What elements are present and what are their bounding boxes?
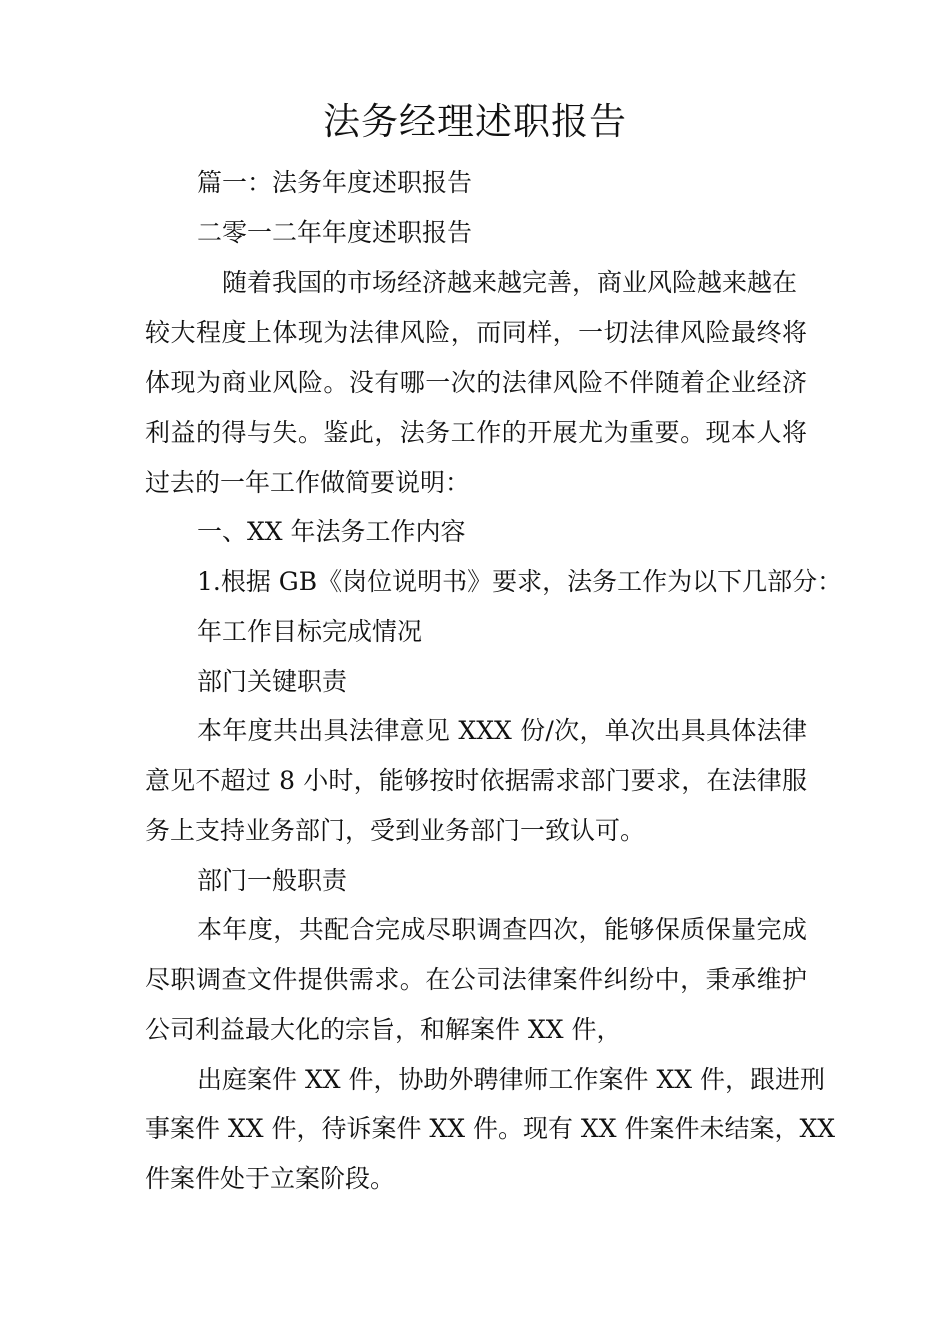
paragraph-line: 利益的得与失。鉴此，法务工作的开展尤为重要。现本人将 xyxy=(145,418,807,447)
paragraph-line: 过去的一年工作做简要说明： xyxy=(145,468,471,497)
report-subtitle: 二零一二年年度述职报告 xyxy=(197,218,473,247)
subheading: 部门关键职责 xyxy=(197,667,348,696)
section-heading: 一、XX 年法务工作内容 xyxy=(197,517,466,546)
paragraph-line: 务上支持业务部门，受到业务部门一致认可。 xyxy=(145,816,646,845)
paragraph-line: 较大程度上体现为法律风险，而同样，一切法律风险最终将 xyxy=(145,318,807,347)
paragraph-line: 公司利益最大化的宗旨，和解案件 XX 件， xyxy=(145,1015,622,1044)
paragraph-line: 本年度共出具法律意见 XXX 份/次，单次出具具体法律 xyxy=(197,716,807,745)
subheading: 部门一般职责 xyxy=(197,866,348,895)
list-item: 1.根据 GB《岗位说明书》要求，法务工作为以下几部分： xyxy=(197,567,843,596)
document-title: 法务经理述职报告 xyxy=(323,100,627,143)
paragraph-line: 意见不超过 8 小时，能够按时依据需求部门要求，在法律服 xyxy=(145,766,807,795)
paragraph-line: 随着我国的市场经济越来越完善，商业风险越来越在 xyxy=(222,268,798,297)
paragraph-line: 本年度，共配合完成尽职调查四次，能够保质保量完成 xyxy=(197,915,807,944)
paragraph-line: 件案件处于立案阶段。 xyxy=(145,1164,396,1193)
subheading: 年工作目标完成情况 xyxy=(197,617,423,646)
paragraph-line: 出庭案件 XX 件，协助外聘律师工作案件 XX 件，跟进刑 xyxy=(197,1065,825,1094)
section-heading: 篇一：法务年度述职报告 xyxy=(197,168,473,197)
paragraph-line: 体现为商业风险。没有哪一次的法律风险不伴随着企业经济 xyxy=(145,368,807,397)
paragraph-line: 尽职调查文件提供需求。在公司法律案件纠纷中，秉承维护 xyxy=(145,965,807,994)
paragraph-line: 事案件 XX 件，待诉案件 XX 件。现有 XX 件案件未结案，XX xyxy=(145,1114,836,1143)
